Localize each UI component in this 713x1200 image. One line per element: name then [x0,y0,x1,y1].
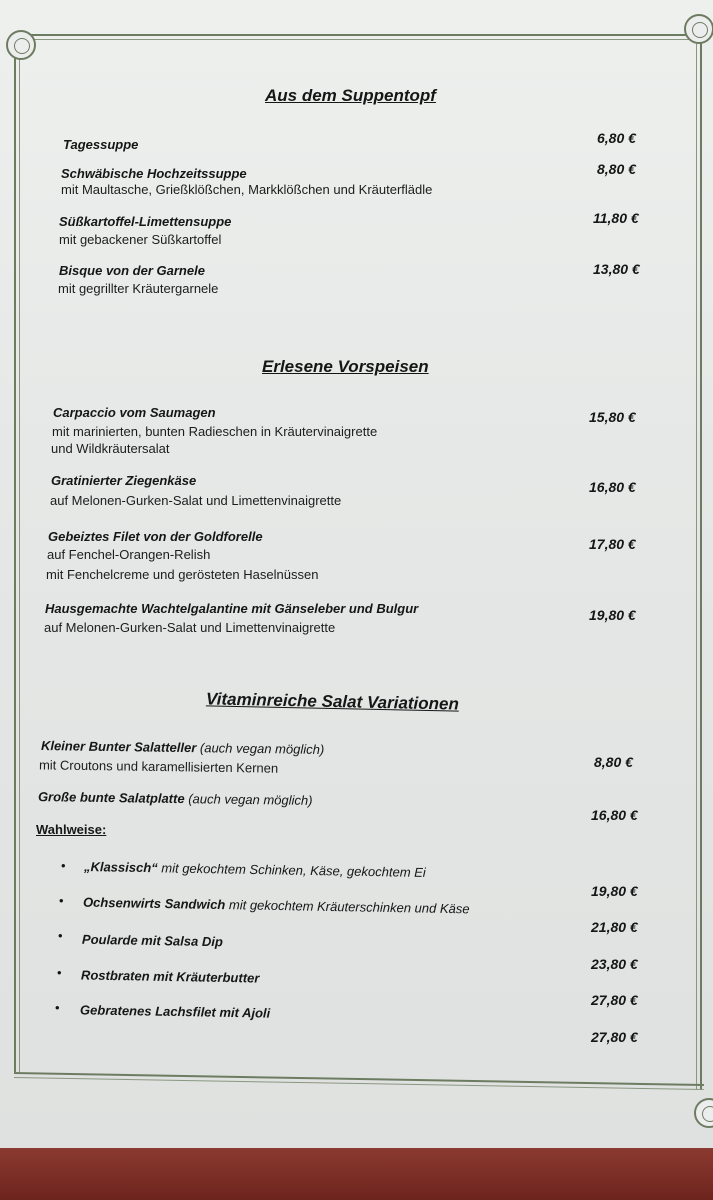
table-surface [0,1148,713,1200]
bullet-icon: • [58,928,63,943]
section-heading-soups: Aus dem Suppentopf [265,86,436,105]
item-price: 13,80 € [593,261,640,277]
frame-border-bottom [14,1072,704,1090]
option-price: 27,80 € [591,1029,638,1045]
corner-ornament-icon [6,30,36,60]
item-note: (auch vegan möglich) [188,791,313,808]
option-price: 27,80 € [591,992,638,1008]
frame-border-right [696,40,702,1090]
item-name: Große bunte Salatplatte (auch vegan möglich) [37,789,313,808]
item-description: auf Melonen-Gurken-Salat und Limettenvinaigrette [50,493,342,508]
option-price: 19,80 € [591,883,638,899]
option-name: Rostbraten mit Kräuterbutter [80,967,260,986]
item-price: 17,80 € [589,536,636,552]
item-description: mit gebackener Süßkartoffel [59,232,222,247]
item-price: 6,80 € [597,130,636,146]
option-name: Gebratenes Lachsfilet mit Ajoli [79,1002,271,1021]
item-name: Carpaccio vom Saumagen [53,405,216,420]
bullet-icon: • [59,893,64,908]
frame-border-left [14,40,20,1072]
item-price: 16,80 € [589,479,636,495]
item-price: 8,80 € [597,161,636,177]
item-name: Hausgemachte Wachtelgalantine mit Gänseleber und Bulgur [45,601,419,616]
section-heading-salads: Vitaminreiche Salat Variationen [205,689,460,714]
option-name: „Klassisch“ mit gekochtem Schinken, Käse, gekochtem Ei [83,859,426,880]
option-name: Ochsenwirts Sandwich mit gekochtem Kräuterschinken und Käse [82,894,470,917]
item-note: (auch vegan möglich) [199,740,325,757]
item-description: mit Maultasche, Grießklößchen, Markklößchen und Kräuterflädle [61,182,433,197]
item-price: 15,80 € [589,409,636,425]
item-price: 11,80 € [593,210,639,226]
item-name: Schwäbische Hochzeitssuppe [61,166,247,181]
item-price: 16,80 € [591,807,638,823]
corner-ornament-icon [684,14,713,44]
bullet-icon: • [55,1000,60,1015]
item-description: auf Melonen-Gurken-Salat und Limettenvinaigrette [44,620,336,635]
item-price: 8,80 € [594,754,633,770]
item-name: Bisque von der Garnele [59,263,205,278]
item-description: und Wildkräutersalat [51,441,170,456]
bullet-icon: • [57,965,62,980]
item-name: Gratinierter Ziegenkäse [51,473,197,488]
item-description: auf Fenchel-Orangen-Relish [47,547,211,562]
item-name: Tagessuppe [63,137,139,152]
choice-label: Wahlweise: [36,822,107,837]
item-description: mit gegrillter Kräutergarnele [58,281,219,296]
item-name: Kleiner Bunter Salatteller (auch vegan möglich) [40,738,325,757]
option-price: 23,80 € [591,956,638,972]
option-name: Poularde mit Salsa Dip [81,931,223,950]
item-name: Gebeiztes Filet von der Goldforelle [48,529,263,544]
item-description: mit Fenchelcreme und gerösteten Haselnüssen [46,567,319,582]
bullet-icon: • [61,858,66,873]
item-price: 19,80 € [589,607,636,623]
item-description: mit Croutons und karamellisierten Kernen [38,757,279,776]
section-heading-starters: Erlesene Vorspeisen [262,357,429,376]
option-price: 21,80 € [591,919,638,935]
item-name: Süßkartoffel-Limettensuppe [59,214,232,229]
item-description: mit marinierten, bunten Radieschen in Kräutervinaigrette [52,424,378,439]
frame-border-top [14,34,704,40]
corner-ornament-icon [694,1098,713,1128]
